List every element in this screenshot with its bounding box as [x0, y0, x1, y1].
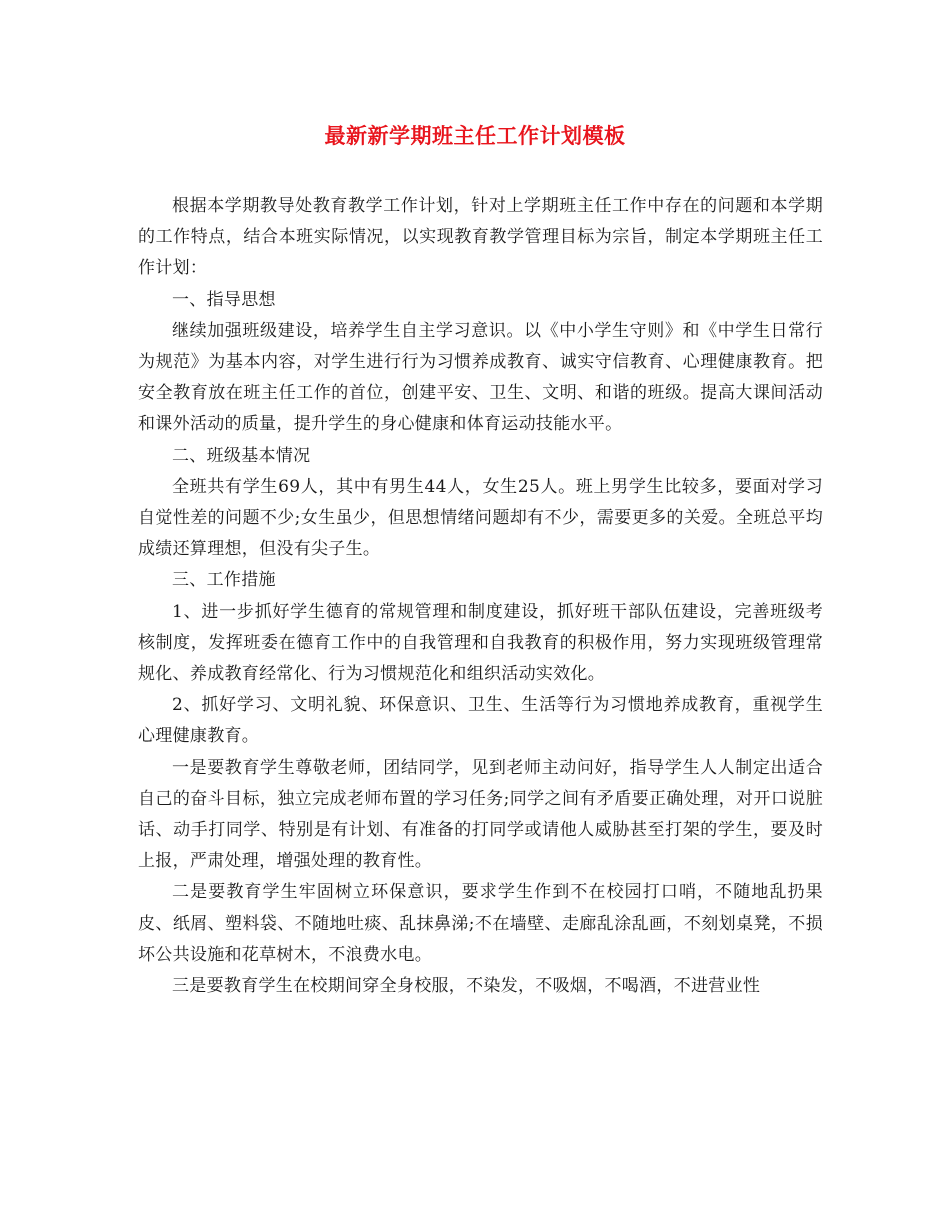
intro-paragraph: 根据本学期教导处教育教学工作计划，针对上学期班主任工作中存在的问题和本学期的工作特点，结合本班实际情况，以实现教育教学管理目标为宗旨，制定本学期班主任工作计划： [138, 196, 823, 279]
document-body [138, 191, 823, 1002]
measure-2-paragraph: 2、抓好学习、文明礼貌、环保意识、卫生、生活等行为习惯地养成教育，重视学生心理健康教育。 [138, 695, 823, 747]
guiding-thought-paragraph: 继续加强班级建设，培养学生自主学习意识。以《中小学生守则》和《中学生日常行为规范》为基本内容，对学生进行行为习惯养成教育、诚实守信教育、心理健康教育。把安全教育放在班主任工作的首位，创建平安、卫生、文明、和谐的班级。提高大课间活动和课外活动的质量，提升学生的身心健康和体育运动技能水平。 [138, 320, 823, 435]
section-heading-class-situation: 二、班级基本情况 [172, 445, 311, 466]
section-heading-guiding-thought: 一、指导思想 [172, 289, 276, 310]
point-2-paragraph: 二是要教育学生牢固树立环保意识，要求学生作到不在校园打口哨，不随地乱扔果皮、纸屑、塑料袋、不随地吐痰、乱抹鼻涕;不在墙壁、走廊乱涂乱画，不刻划桌凳，不损坏公共设施和花草树木，不浪费水电。 [138, 882, 823, 965]
point-3-paragraph: 三是要教育学生在校期间穿全身校服，不染发，不吸烟，不喝酒，不进营业性 [172, 976, 761, 997]
document-title: 最新新学期班主任工作计划模板 [324, 124, 626, 148]
class-situation-paragraph: 全班共有学生69人，其中有男生44人，女生25人。班上男学生比较多，要面对学习自觉性差的问题不少;女生虽少，但思想情绪问题却有不少，需要更多的关爱。全班总平均成绩还算理想，但没有尖子生。 [138, 476, 823, 560]
measure-1-paragraph: 1、进一步抓好学生德育的常规管理和制度建设，抓好班干部队伍建设，完善班级考核制度，发挥班委在德育工作中的自我管理和自我教育的积极作用，努力实现班级管理常规化、养成教育经常化、行为习惯规范化和组织活动实效化。 [138, 601, 823, 685]
point-1-paragraph: 一是要教育学生尊敬老师，团结同学，见到老师主动问好，指导学生人人制定出适合自己的奋斗目标，独立完成老师布置的学习任务;同学之间有矛盾要正确处理，对开口说脏话、动手打同学、特别是有计划、有准备的打同学或请他人威胁甚至打架的学生，要及时上报，严肃处理，增强处理的教育性。 [138, 757, 823, 872]
section-heading-work-measures: 三、工作措施 [172, 570, 276, 591]
